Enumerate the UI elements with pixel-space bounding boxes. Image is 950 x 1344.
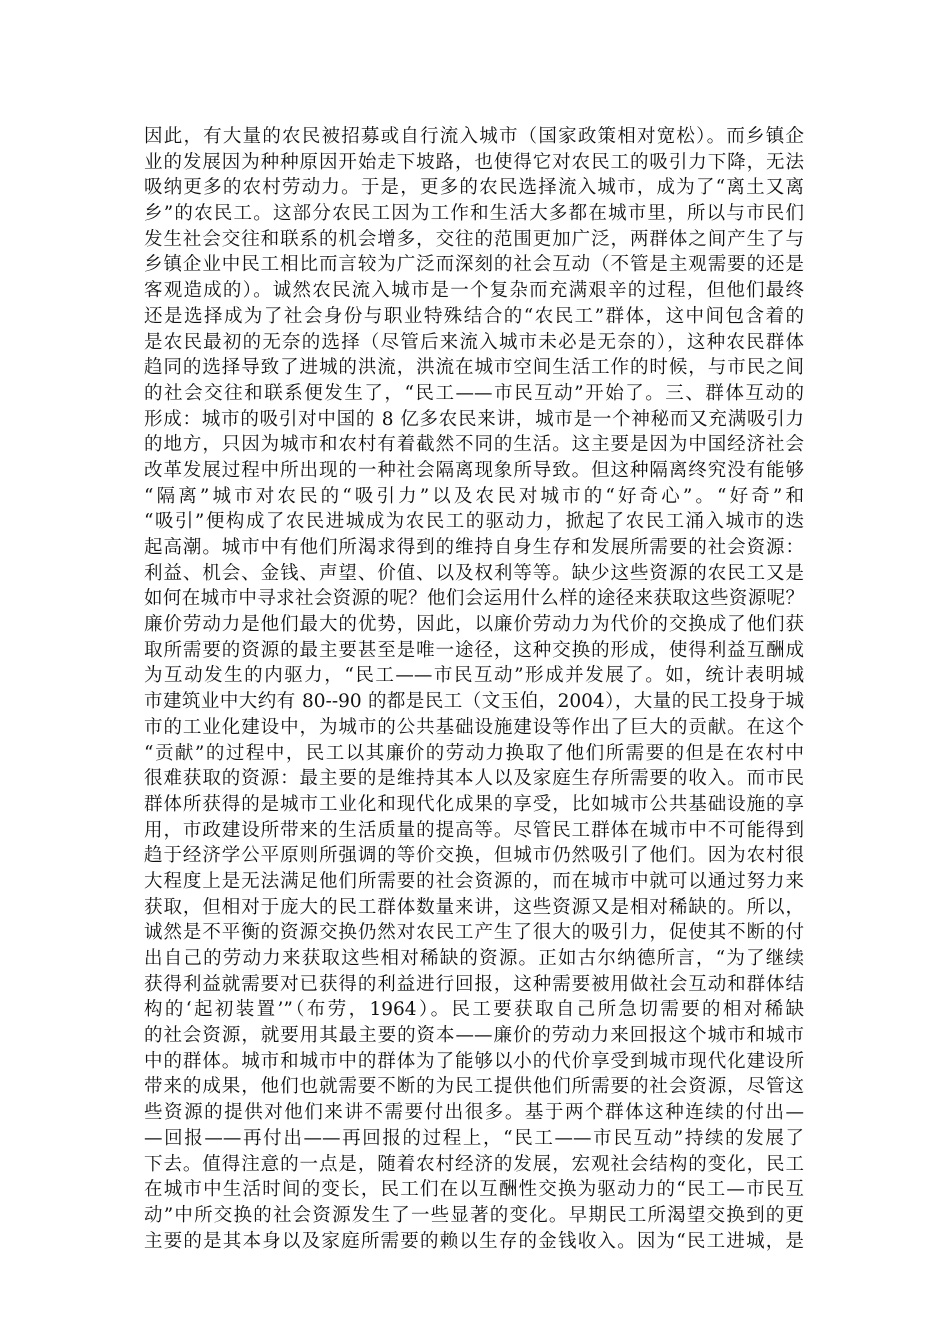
text-line: 获得利益就需要对已获得的利益进行回报，这种需要被用做社会互动和群体结 — [144, 973, 804, 995]
text-line: 中的群体。城市和城市中的群体为了能够以小的代价享受到城市现代化建设所 — [144, 1050, 804, 1072]
text-line: 客观造成的）。诚然农民流入城市是一个复杂而充满艰辛的过程，但他们最终 — [144, 280, 804, 302]
text-line: 些资源的提供对他们来讲不需要付出很多。基于两个群体这种连续的付出— — [144, 1102, 804, 1124]
text-line: 业的发展因为种种原因开始走下坡路，也使得它对农民工的吸引力下降，无法 — [144, 151, 804, 173]
text-line: 动”中所交换的社会资源发生了一些显著的变化。早期民工所渴望交换到的更 — [144, 1204, 804, 1226]
text-line: 的社会资源，就要用其最主要的资本——廉价的劳动力来回报这个城市和城市 — [144, 1025, 804, 1047]
text-line: 形成：城市的吸引对中国的 8 亿多农民来讲，城市是一个神秘而又充满吸引力 — [144, 408, 804, 430]
text-line: 很难获取的资源：最主要的是维持其本人以及家庭生存所需要的收入。而市民 — [144, 768, 804, 790]
text-line: 趋于经济学公平原则所强调的等价交换，但城市仍然吸引了他们。因为农村很 — [144, 845, 804, 867]
text-line: 吸纳更多的农村劳动力。于是，更多的农民选择流入城市，成为了“离土又离 — [144, 177, 804, 199]
text-line: 因此，有大量的农民被招募或自行流入城市（国家政策相对宽松）。而乡镇企 — [144, 126, 804, 147]
text-line: 诚然是不平衡的资源交换仍然对农民工产生了很大的吸引力，促使其不断的付 — [144, 922, 804, 944]
text-line: 是农民最初的无奈的选择（尽管后来流入城市未必是无奈的），这种农民群体 — [144, 331, 804, 353]
text-line: 起高潮。城市中有他们所渴求得到的维持自身生存和发展所需要的社会资源： — [144, 537, 804, 558]
text-line: 如何在城市中寻求社会资源的呢？他们会运用什么样的途径来获取这些资源呢？ — [144, 588, 804, 610]
text-line: 改革发展过程中所出现的一种社会隔离现象所导致。但这种隔离终究没有能够 — [144, 459, 804, 481]
text-line: 市建筑业中大约有 80--90 的都是民工（文玉伯，2004），大量的民工投身于城 — [144, 691, 804, 713]
text-line: “贡献”的过程中，民工以其廉价的劳动力换取了他们所需要的但是在农村中 — [144, 742, 804, 764]
text-line: 群体所获得的是城市工业化和现代化成果的享受，比如城市公共基础设施的享 — [144, 793, 804, 815]
text-line: 带来的成果，他们也就需要不断的为民工提供他们所需要的社会资源，尽管这 — [144, 1076, 804, 1098]
text-line: 获取，但相对于庞大的民工群体数量来讲，这些资源又是相对稀缺的。所以， — [144, 896, 804, 918]
text-line: 为互动发生的内驱力，“民工——市民互动”形成并发展了。如，统计表明城 — [144, 665, 804, 687]
text-line: 下去。值得注意的一点是，随着农村经济的发展，宏观社会结构的变化，民工 — [144, 1153, 804, 1175]
text-line: 市的工业化建设中，为城市的公共基础设施建设等作出了巨大的贡献。在这个 — [144, 716, 804, 738]
text-line: 用，市政建设所带来的生活质量的提高等。尽管民工群体在城市中不可能得到 — [144, 819, 804, 841]
text-line: 利益、机会、金钱、声望、价值、以及权利等等。缺少这些资源的农民工又是 — [144, 562, 804, 584]
text-line: 在城市中生活时间的变长，民工们在以互酬性交换为驱动力的“民工—市民互 — [144, 1179, 804, 1201]
text-line: 出自己的劳动力来获取这些相对稀缺的资源。正如古尔纳德所言，“为了继续 — [144, 948, 804, 969]
text-line: 乡镇企业中民工相比而言较为广泛而深刻的社会互动（不管是主观需要的还是 — [144, 254, 804, 276]
text-line: 廉价劳动力是他们最大的优势，因此，以廉价劳动力为代价的交换成了他们获 — [144, 614, 804, 636]
text-line: “隔离”城市对农民的“吸引力”以及农民对城市的“好奇心”。“好奇”和 — [144, 485, 804, 507]
text-line: 的社会交往和联系便发生了，“民工——市民互动”开始了。三、群体互动的 — [144, 382, 804, 404]
text-line: 趋同的选择导致了进城的洪流，洪流在城市空间生活工作的时候，与市民之间 — [144, 357, 804, 379]
body-text — [144, 124, 804, 1254]
text-line: 大程度上是无法满足他们所需要的社会资源的，而在城市中就可以通过努力来 — [144, 870, 804, 892]
text-line: 主要的是其本身以及家庭所需要的赖以生存的金钱收入。因为“民工进城，是 — [144, 1230, 804, 1252]
text-line: 的地方，只因为城市和农村有着截然不同的生活。这主要是因为中国经济社会 — [144, 434, 804, 456]
text-line: —回报——再付出——再回报的过程上，“民工——市民互动”持续的发展了 — [144, 1127, 804, 1149]
text-line: 取所需要的资源的最主要甚至是唯一途径，这种交换的形成，使得利益互酬成 — [144, 639, 804, 661]
text-line: 发生社会交往和联系的机会增多，交往的范围更加广泛，两群体之间产生了与 — [144, 228, 804, 250]
text-line: “吸引”便构成了农民进城成为农民工的驱动力，掀起了农民工涌入城市的迭 — [144, 511, 804, 533]
text-line: 构的‘起初装置’”（布劳，1964）。民工要获取自己所急切需要的相对稀缺 — [144, 999, 804, 1021]
text-line: 乡”的农民工。这部分农民工因为工作和生活大多都在城市里，所以与市民们 — [144, 203, 804, 225]
text-line: 还是选择成为了社会身份与职业特殊结合的“农民工”群体，这中间包含着的 — [144, 305, 804, 327]
